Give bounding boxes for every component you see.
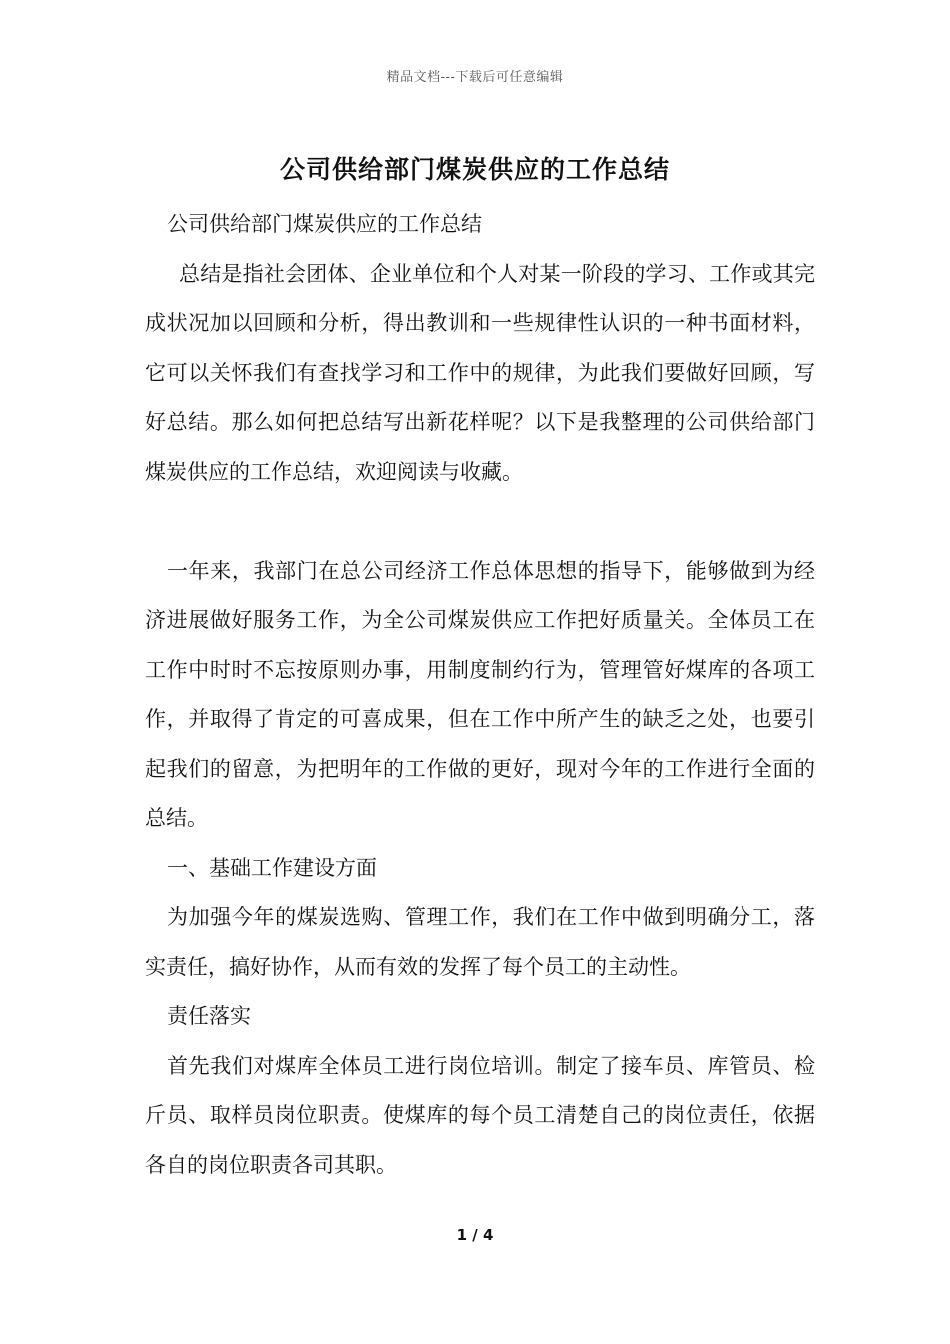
page-number: 1 / 4 — [456, 1226, 494, 1244]
paragraph-gap — [145, 497, 815, 547]
subtitle-paragraph: 公司供给部门煤炭供应的工作总结 — [167, 212, 482, 236]
document-title: 公司供给部门煤炭供应的工作总结 — [279, 155, 670, 184]
overview-paragraph: 一年来，我部门在总公司经济工作总体思想的指导下，能够做到为经济进展做好服务工作，为全公司煤炭供应工作把好质量关。全体员工在工作中时时不忘按原则办事，用制度制约行为，管理管好煤库的各项工作，并取得了肯定的可喜成果，但在工作中所产生的缺乏之处，也要引起我们的留意，为把明年的工作做的更好，现对今年的工作进行全面的总结。 — [145, 558, 815, 830]
section-heading: 一、基础工作建设方面 — [167, 855, 377, 880]
subsection-heading: 责任落实 — [167, 1004, 251, 1028]
document-body — [145, 200, 815, 1190]
subsection-paragraph: 首先我们对煤库全体员工进行岗位培训。制定了接车员、库管员、检斤员、取样员岗位职责。使煤库的每个员工清楚自己的岗位责任，依据各自的岗位职责各司其职。 — [145, 1053, 815, 1177]
section-paragraph: 为加强今年的煤炭选购、管理工作，我们在工作中做到明确分工，落实责任，搞好协作，从而有效的发挥了每个员工的主动性。 — [145, 905, 815, 979]
intro-paragraph: 总结是指社会团体、企业单位和个人对某一阶段的学习、工作或其完成状况加以回顾和分析，得出教训和一些规律性认识的一种书面材料，它可以关怀我们有查找学习和工作中的规律，为此我们要做好回顾，写好总结。那么如何把总结写出新花样呢？以下是我整理的公司供给部门煤炭供应的工作总结，欢迎阅读与收藏。 — [145, 261, 815, 484]
header-note: 精品文档---下载后可任意编辑 — [386, 70, 564, 85]
